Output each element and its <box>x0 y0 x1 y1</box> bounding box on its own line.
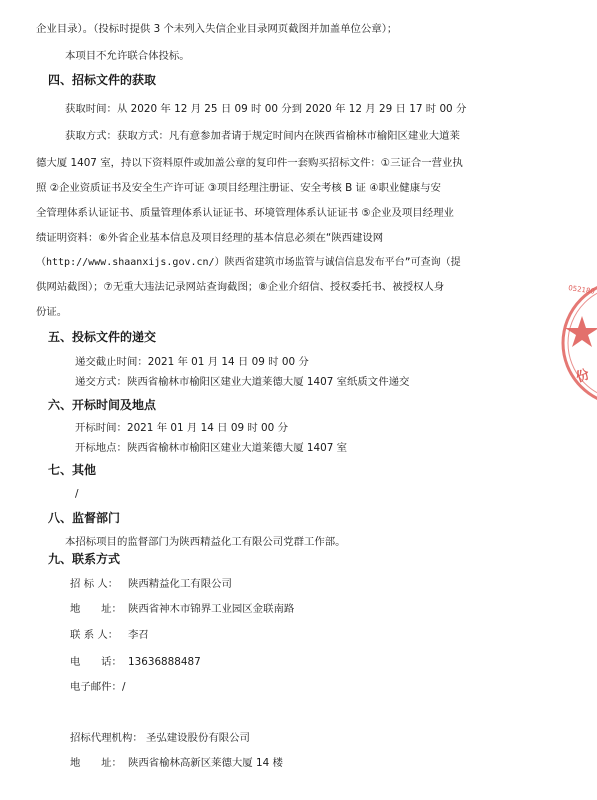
seal-edge-number: 052180 <box>567 284 596 296</box>
red-seal-stamp <box>530 278 597 408</box>
contact-label: 联 系 人： <box>70 629 119 641</box>
s6-place: 开标地点：陕西省榆林市榆阳区建业大道莱德大厦 1407 室 <box>75 442 348 454</box>
s5-deadline: 递交截止时间：2021 年 01 月 14 日 09 时 00 分 <box>75 356 309 368</box>
s4-method-line-6: （http://www.shaanxijs.gov.cn/）陕西省建筑市场监管与诚信信息发布平台”可查询（提 <box>36 257 461 268</box>
section-7-title: 七、其他 <box>48 463 97 477</box>
s4-method-line-8: 份证。 <box>36 306 68 318</box>
s4-time: 获取时间：从 2020 年 12 月 25 日 09 时 00 分到 2020 年 12 月 29 日 17 时 00 分 <box>65 103 467 115</box>
text-line-1: 企业目录）。（投标时提供 3 个未列入失信企业目录网页截图并加盖单位公章）； <box>36 23 398 35</box>
tenderer-label: 招 标 人： <box>70 578 119 590</box>
address-label: 地 址： <box>70 603 122 615</box>
s4-method-line-2: 德大厦 1407 室，持以下资料原件或加盖公章的复印件一套购买招标文件：①三证合一营业执 <box>36 157 463 169</box>
section-5-title: 五、投标文件的递交 <box>48 330 157 344</box>
s4-method-line-7: 供网站截图）；⑦无重大违法记录网站查询截图；⑧企业介绍信、授权委托书、被授权人身 <box>36 281 445 293</box>
agency-address-label: 地 址： <box>70 757 122 769</box>
section-6-title: 六、开标时间及地点 <box>48 398 157 412</box>
text-line-2: 本项目不允许联合体投标。 <box>65 50 190 62</box>
seal-side-char: 份 <box>574 367 592 386</box>
email-value: / <box>122 681 126 693</box>
seal-star-icon <box>565 316 597 347</box>
section-9-title: 九、联系方式 <box>48 552 121 566</box>
s5-method: 递交方式：陕西省榆林市榆阳区建业大道莱德大厦 1407 室纸质文件递交 <box>75 376 410 388</box>
address-value: 陕西省神木市锦界工业园区金联南路 <box>128 603 295 615</box>
contact-value: 李召 <box>128 629 149 641</box>
agency-address-value: 陕西省榆林高新区莱德大厦 14 楼 <box>128 757 283 769</box>
s4-method-line-1: 获取方式：获取方式：凡有意参加者请于规定时间内在陕西省榆林市榆阳区建业大道莱 <box>65 130 460 142</box>
phone-label: 电 话： <box>70 656 122 668</box>
section-8-title: 八、监督部门 <box>48 511 121 525</box>
phone-value: 13636888487 <box>128 656 201 668</box>
s8-content: 本招标项目的监督部门为陕西精益化工有限公司党群工作部。 <box>65 536 346 548</box>
s6-time: 开标时间：2021 年 01 月 14 日 09 时 00 分 <box>75 422 288 434</box>
s7-content: / <box>75 488 79 500</box>
s4-method-line-3: 照 ②企业资质证书及安全生产许可证 ③项目经理注册证、安全考核 B 证 ④职业健康与安 <box>36 182 441 194</box>
s4-method-line-4: 全管理体系认证证书、质量管理体系认证证书、环境管理体系认证证书 ⑤企业及项目经理业 <box>36 207 454 219</box>
agency-value: 圣弘建设股份有限公司 <box>146 732 250 744</box>
email-label: 电子邮件： <box>70 681 122 693</box>
section-4-title: 四、招标文件的获取 <box>48 73 157 87</box>
tenderer-value: 陕西精益化工有限公司 <box>128 578 232 590</box>
s4-method-line-5: 绩证明资料：⑥外省企业基本信息及项目经理的基本信息必须在“陕西建设网 <box>36 232 384 244</box>
agency-label: 招标代理机构： <box>70 732 143 744</box>
